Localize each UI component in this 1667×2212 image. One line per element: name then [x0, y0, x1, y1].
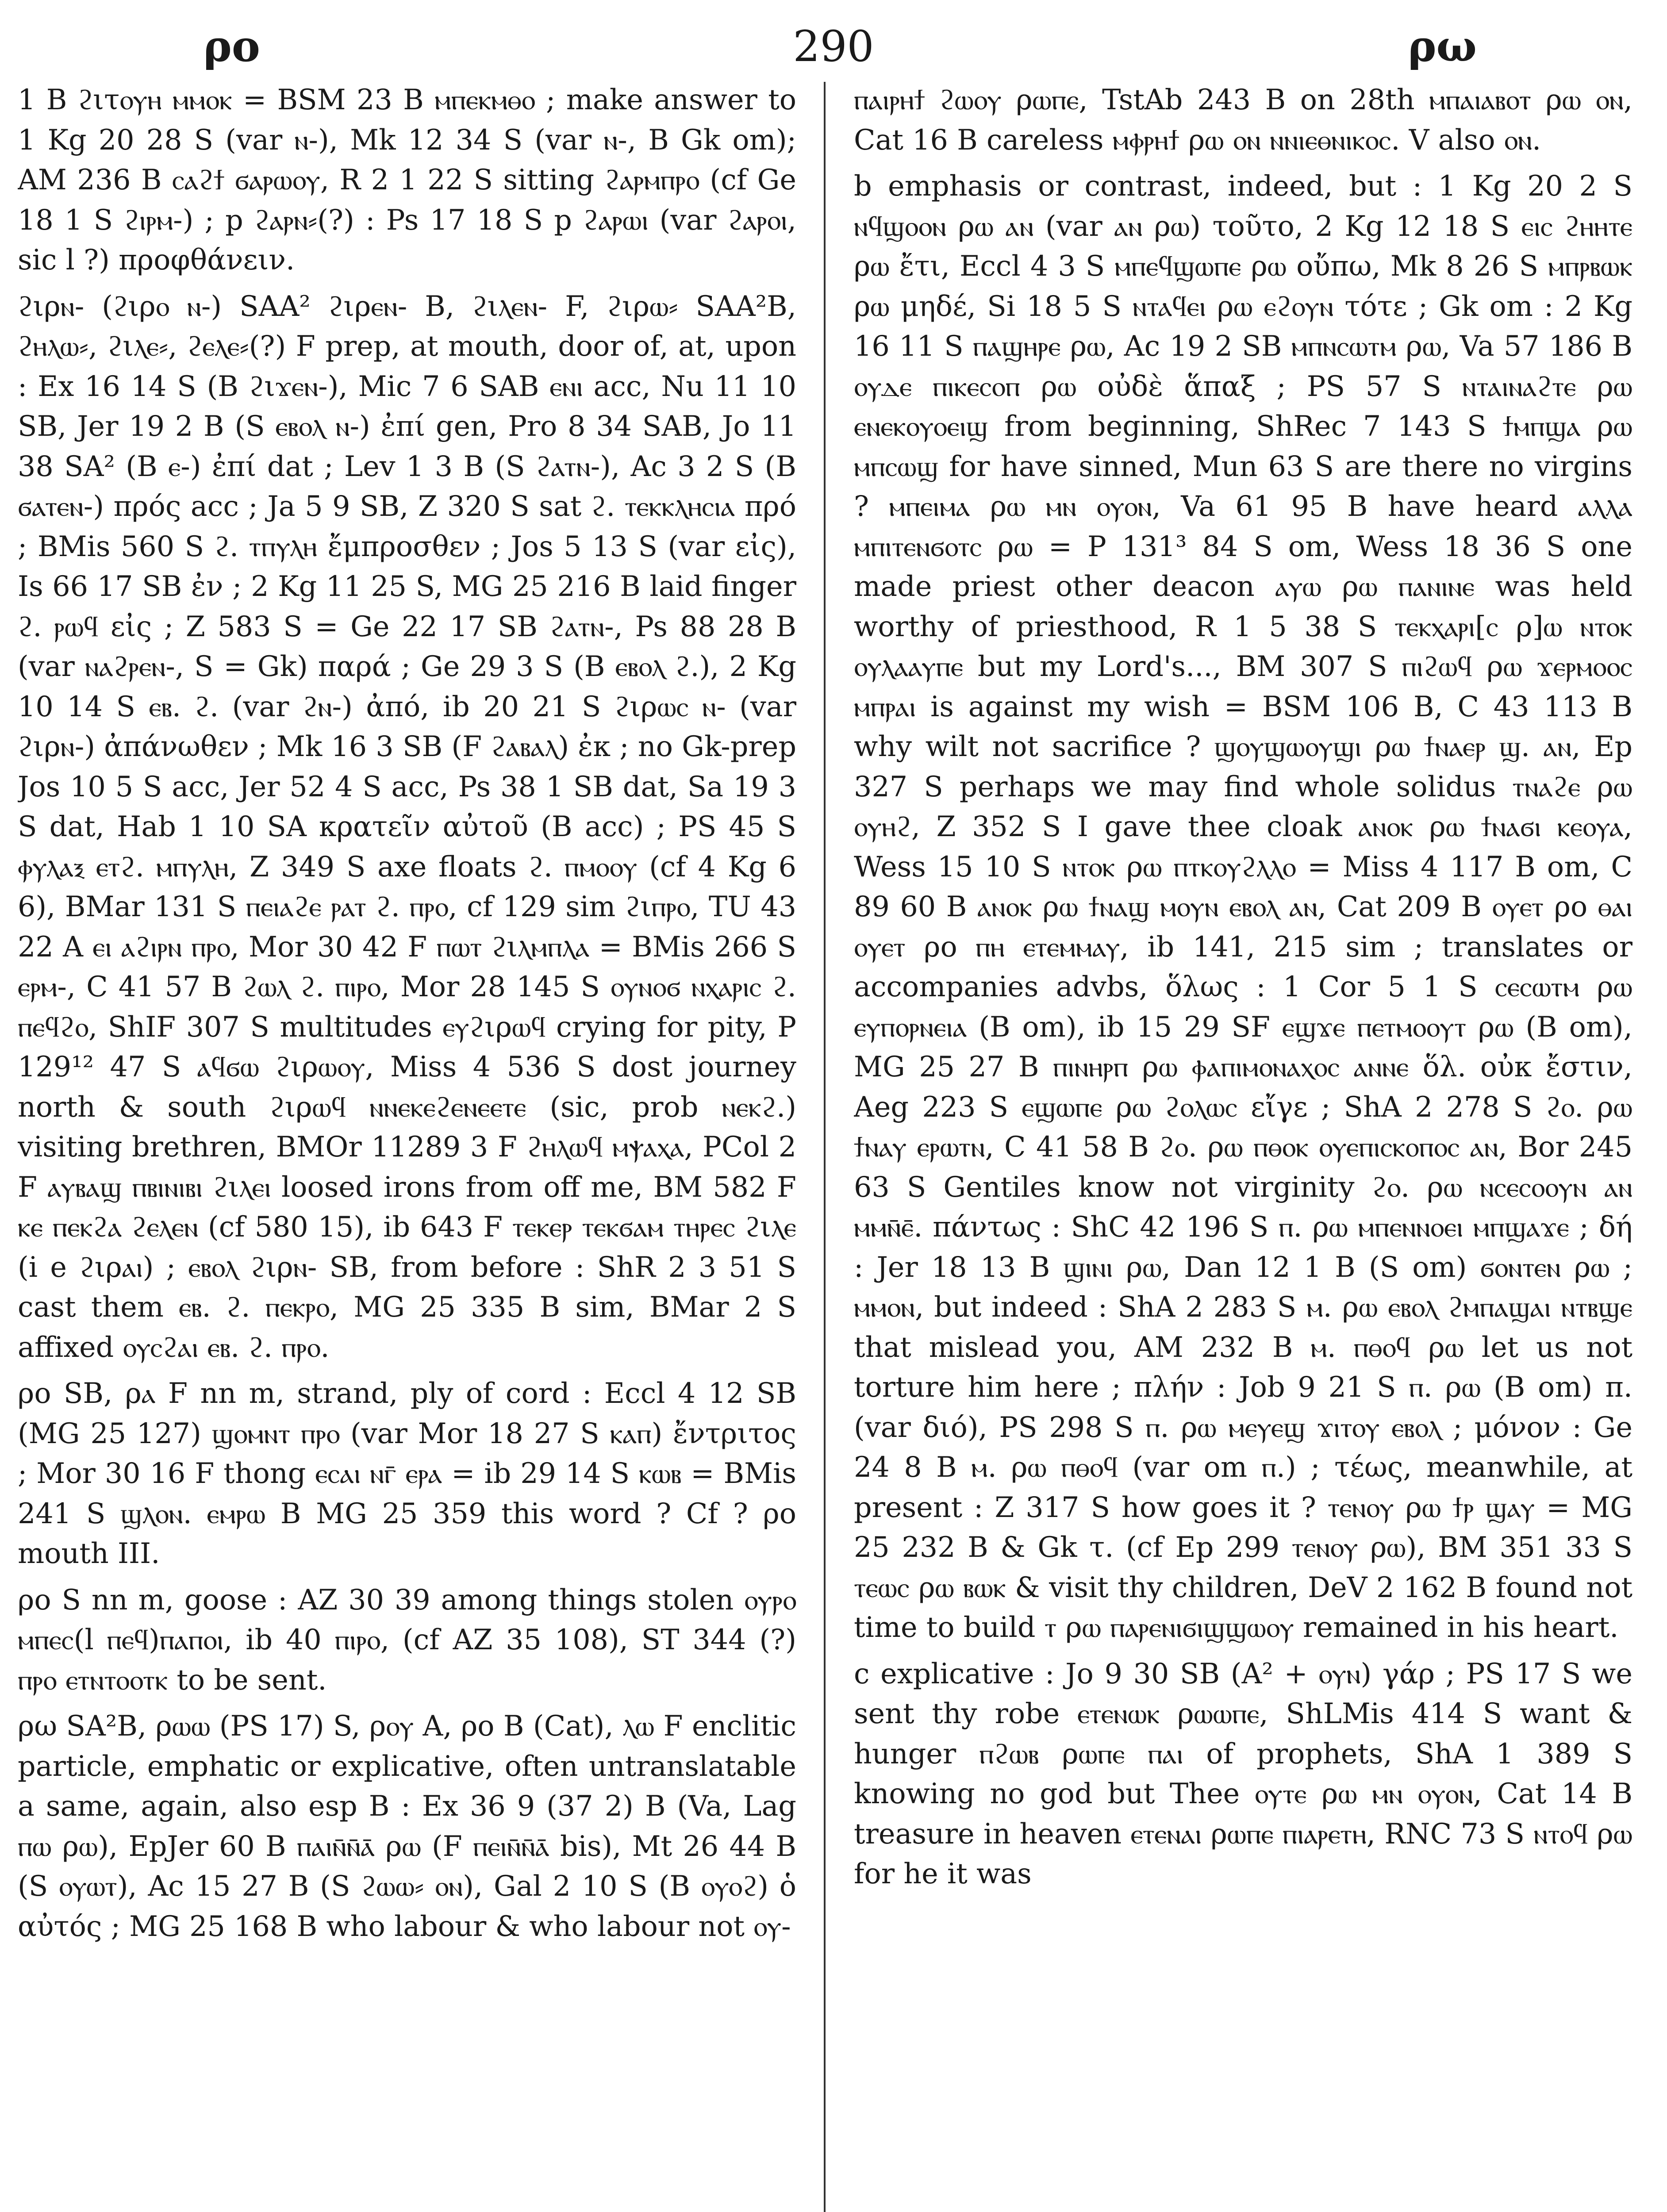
- header-left-headword: ρο: [204, 21, 260, 71]
- right-column: [854, 80, 1632, 2212]
- column-divider: [824, 82, 826, 2212]
- entry-paragraph: 1 B ϩιτⲟⲩⲏ ⲙⲙⲟⲕ = BSM 23 B ⲙⲡⲉⲕⲙⲑⲟ ; make answer to 1 Kg 20 28 S (var ⲛ-), Mk 12 34 S (var ⲛ-, B Gk om); AM 236 B ⲥⲁϩϯ ϭⲁⲣⲱⲟⲩ, R 2 1 22 S sitting ϩⲁⲣⲙⲡⲣⲟ (cf Ge 18 1 S ϩⲓⲣⲙ-) ; p ϩⲁⲣⲛ⸗(?) : Ps 17 18 S p ϩⲁⲣⲱⲓ (var ϩⲁⲣⲟⲓ, sic l ?) προφθάνειν.: [18, 83, 796, 276]
- entry-paragraph: ϩιρⲛ- (ϩιρⲟ ⲛ-) SAA² ϩιρⲉⲛ- B, ϩιⲗⲉⲛ- F, ϩιρⲱ⸗ SAA²B, ϩⲏⲗⲱ⸗, ϩιⲗⲉ⸗, ϩⲉⲗⲉ⸗(?) F prep, at mouth, door of, at, upon : Ex 16 14 S (B ϩιϫⲉⲛ-), Mic 7 6 SAB ⲉⲛⲓ acc, Nu 11 10 SB, Jer 19 2 B (S ⲉⲃⲟⲗ ⲛ-) ἐπί gen, Pro 8 34 SAB, Jo 11 38 SA² (B ⲉ-) ἐπί dat ; Lev 1 3 B (S ϩⲁⲧⲛ-), Ac 3 2 S (B ϭⲁⲧⲉⲛ-) πρός acc ; Ja 5 9 SB, Z 320 S sat ϩ. ⲧⲉⲕⲕⲗⲏⲥⲓⲁ πρό ; BMis 560 S ϩ. ⲧⲡⲩⲗⲏ ἔμπροσθεν ; Jos 5 13 S (var εἰς), Is 66 17 SB ἐν ; 2 Kg 11 25 S, MG 25 216 B laid finger ϩ. ⲣⲱϥ εἰς ; Z 583 S = Ge 22 17 SB ϩⲁⲧⲛ-, Ps 88 28 B (var ⲛⲁϩⲣⲉⲛ-, S = Gk) παρά ; Ge 29 3 S (B ⲉⲃⲟⲗ ϩ.), 2 Kg 10 14 S ⲉⲃ. ϩ. (var ϩⲛ-) ἀπό, ib 20 21 S ϩιρⲱⲥ ⲛ- (var ϩιρⲛ-) ἀπάνωθεν ; Mk 16 3 SB (F ϩⲁⲃⲁⲗ) ἐκ ; no Gk-prep Jos 10 5 S acc, Jer 52 4 S acc, Ps 38 1 SB dat, Sa 19 3 S dat, Hab 1 10 SA κρατεῖν αὐτοῦ (B acc) ; PS 45 S ⲫⲩⲗⲁⲝ ⲉⲧϩ. ⲙⲡⲩⲗⲏ, Z 349 S axe floats ϩ. ⲡⲙⲟⲟⲩ (cf 4 Kg 6 6), BMar 131 S ⲡⲉⲓⲁϩⲉ ⲣⲁⲧ ϩ. ⲡⲣⲟ, cf 129 sim ϩιⲡⲣⲟ, TU 43 22 A ⲉⲓ ⲁϩⲓⲣⲛ ⲡⲣⲟ, Mor 30 42 F ⲡⲱⲧ ϩιⲗⲙⲡⲗⲁ = BMis 266 S ⲉⲣⲙ-, C 41 57 B ϩⲱⲗ ϩ. ⲡⲓⲣⲟ, Mor 28 145 S ⲟⲩⲛⲟϭ ⲛⲭⲁⲣⲓⲥ ϩ. ⲡⲉϥϩⲟ, ShIF 307 S multitudes ⲉⲩϩιρⲱϥ crying for pity, P 129¹² 47 S ⲁϥϭⲱ ϩιρⲱⲟⲩ, Miss 4 536 S dost journey north & south ϩιρⲱϥ ⲛⲛⲉⲕⲉϩⲉⲛⲉⲉⲧⲉ (sic, prob ⲛⲉⲕϩ.) visiting brethren, BMOr 11289 3 F ϩⲏⲗⲱϥ ⲙⲯⲁⲭⲁ, PCol 2 F ⲁⲩⲃⲁϣ ⲡⲃⲓⲛⲓⲃⲓ ϩιⲗⲉⲓ loosed irons from off me, BM 582 F ⲕⲉ ⲡⲉⲕϩⲁ ϩⲉⲗⲉⲛ (cf 580 15), ib 643 F ⲧⲉⲕⲉⲣ ⲧⲉⲕϭⲁⲙ ⲧⲏⲣⲉⲥ ϩιⲗⲉ (i e ϩιρⲁⲓ) ; ⲉⲃⲟⲗ ϩιρⲛ- SB, from before : ShR 2 3 51 S cast them ⲉⲃ. ϩ. ⲡⲉⲕⲣⲟ, MG 25 335 B sim, BMar 2 S affixed ⲟⲩⲥϩⲁⲓ ⲉⲃ. ϩ. ⲡⲣⲟ.: [18, 289, 796, 1363]
- page-number: 290: [793, 22, 874, 71]
- entry-paragraph: ρω SA²B, ρⲱⲱ (PS 17) S, ρⲟⲩ A, ρο B (Cat), ⲗⲱ F enclitic particle, emphatic or explicative, often untranslatable a same, again, also esp B : Ex 36 9 (37 2) B (Va, Lag ⲡⲱ ρⲱ), EpJer 60 B ⲡⲁⲓⲛ̄ⲛ̄ⲁ̄ ρⲱ (F ⲡⲉⲓⲛ̄ⲛ̄ⲁ̄ bis), Mt 26 44 B (S ⲟⲩⲱⲧ), Ac 15 27 B (S ϩⲱⲱ⸗ ⲟⲛ), Gal 2 10 S (B ⲟⲩⲟϩ) ὁ αὐτός ; MG 25 168 B who labour & who labour not ⲟⲩ-: [18, 1709, 796, 1943]
- entry-paragraph: c explicative : Jo 9 30 SB (A² + ⲟⲩⲛ) γάρ ; PS 17 S we sent thy robe ⲉⲧⲉⲛⲱⲕ ρⲱⲱⲡⲉ, ShLMis 414 S want & hunger ⲡϩⲱⲃ ρⲱⲡⲉ ⲡⲁⲓ of prophets, ShA 1 389 S knowing no god but Thee ⲟⲩⲧⲉ ρⲱ ⲙⲛ ⲟⲩⲟⲛ, Cat 14 B treasure in heaven ⲉⲧⲉⲛⲁⲓ ρⲱⲡⲉ ⲡⲓⲁⲣⲉⲧⲏ, RNC 73 S ⲛⲧⲟϥ ρⲱ for he it was: [854, 1657, 1632, 1890]
- entry-paragraph: ρο SB, ρⲁ F nn m, strand, ply of cord : Eccl 4 12 SB (MG 25 127) ϣⲟⲙⲛⲧ ⲡⲣⲟ (var Mor 18 27 S ⲕⲁⲡ) ἔντριτος ; Mor 30 16 F thong ⲉⲥⲁⲓ ⲛⲅ̄ ⲉⲣⲁ = ib 29 14 S ⲕⲱⲃ = BMis 241 S ϣⲗⲟⲛ. ⲉⲙⲣⲱ B MG 25 359 this word ? Cf ? ρο mouth III.: [18, 1377, 796, 1570]
- entry-paragraph: ⲡⲁⲓⲣⲏϯ ϩⲱⲟⲩ ρⲱⲡⲉ, TstAb 243 B on 28th ⲙⲡⲁⲓⲁⲃⲟⲧ ρⲱ ⲟⲛ, Cat 16 B careless ⲙⲫⲣⲏϯ ρⲱ ⲟⲛ ⲛⲛⲓⲉⲑⲛⲓⲕⲟⲥ. V also ⲟⲛ.: [854, 83, 1632, 156]
- left-column: [18, 80, 796, 2212]
- entry-paragraph: ρο S nn m, goose : AZ 30 39 among things stolen ⲟⲩⲣⲟ ⲙⲡⲉⲥ(l ⲡⲉϥ)ⲡⲁⲡⲟⲓ, ib 40 ⲡⲓⲣⲟ, (cf AZ 35 108), ST 344 (?) ⲡⲣⲟ ⲉⲧⲛⲧⲟⲟⲧⲕ to be sent.: [18, 1583, 796, 1696]
- entry-paragraph: b emphasis or contrast, indeed, but : 1 Kg 20 2 S ⲛϥϣⲟⲟⲛ ρⲱ ⲁⲛ (var ⲁⲛ ρⲱ) τοῦτο, 2 Kg 12 18 S ⲉⲓⲥ ϩⲏⲏⲧⲉ ρⲱ ἔτι, Eccl 4 3 S ⲙⲡⲉϥϣⲱⲡⲉ ρⲱ οὔπω, Mk 8 26 S ⲙⲡⲣⲃⲱⲕ ρⲱ μηδέ, Si 18 5 S ⲛⲧⲁϥⲉⲓ ρⲱ ⲉϩⲟⲩⲛ τότε ; Gk om : 2 Kg 16 11 S ⲡⲁϣⲏⲣⲉ ρⲱ, Ac 19 2 SB ⲙⲡⲛⲥⲱⲧⲙ ρⲱ, Va 57 186 B ⲟⲩⲇⲉ ⲡⲓⲕⲉⲥⲟⲡ ρⲱ οὐδὲ ἅπαξ ; PS 57 S ⲛⲧⲁⲓⲛⲁϩⲧⲉ ρⲱ ⲉⲛⲉⲕⲟⲩⲟⲉⲓϣ from beginning, ShRec 7 143 S ϯⲙⲡϣⲁ ρⲱ ⲙⲡⲥⲱϣ for have sinned, Mun 63 S are there no virgins ? ⲙⲡⲉⲓⲙⲁ ρⲱ ⲙⲛ ⲟⲩⲟⲛ, Va 61 95 B have heard ⲁⲗⲗⲁ ⲙⲡⲓⲧⲉⲛϭⲟⲧⲥ ρⲱ = P 131³ 84 S om, Wess 18 36 S one made priest other deacon ⲁⲩⲱ ρⲱ ⲡⲁⲛⲓⲛⲉ was held worthy of priesthood, R 1 5 38 S ⲧⲉⲕⲭⲁⲣⲓ[ⲥ ρ]ⲱ ⲛⲧⲟⲕ ⲟⲩⲗⲁⲁⲩⲡⲉ but my Lord's..., BM 307 S ⲡⲓϩⲱϥ ρⲱ ϫⲉⲣⲙⲟⲟⲥ ⲙⲡⲣⲁⲓ is against my wish = BSM 106 B, C 43 113 B why wilt not sacrifice ? ϣⲟⲩϣⲱⲟⲩϣⲓ ρⲱ ϯⲛⲁⲉⲣ ϣ. ⲁⲛ, Ep 327 S perhaps we may find whole solidus ⲧⲛⲁϩⲉ ρⲱ ⲟⲩⲏϩ, Z 352 S I gave thee cloak ⲁⲛⲟⲕ ρⲱ ϯⲛⲁϭⲓ ⲕⲉⲟⲩⲁ, Wess 15 10 S ⲛⲧⲟⲕ ρⲱ ⲡⲧⲕⲟⲩϩⲗⲗⲟ = Miss 4 117 B om, C 89 60 B ⲁⲛⲟⲕ ρⲱ ϯⲛⲁϣ ⲙⲟⲩⲛ ⲉⲃⲟⲗ ⲁⲛ, Cat 209 B ⲟⲩⲉⲧ ρο ⲑⲁⲓ ⲟⲩⲉⲧ ρο ⲡⲏ ⲉⲧⲉⲙⲙⲁⲩ, ib 141, 215 sim ; translates or accompanies advbs, ὅλως : 1 Cor 5 1 S ⲥⲉⲥⲱⲧⲙ ρⲱ ⲉⲩⲡⲟⲣⲛⲉⲓⲁ (B om), ib 15 29 SF ⲉϣϫⲉ ⲡⲉⲧⲙⲟⲟⲩⲧ ρⲱ (B om), MG 25 27 B ⲡⲓⲛⲏⲣⲡ ρⲱ ⲫⲁⲡⲓⲙⲟⲛⲁⲭⲟⲥ ⲁⲛⲛⲉ ὅλ. οὐκ ἔστιν, Aeg 223 S ⲉϣⲱⲡⲉ ρⲱ ϩⲟⲗⲱⲥ εἴγε ; ShA 2 278 S ϩⲟ. ρⲱ ϯⲛⲁⲩ ⲉⲣⲱⲧⲛ, C 41 58 B ϩⲟ. ρⲱ ⲡⲑⲟⲕ ⲟⲩⲉⲡⲓⲥⲕⲟⲡⲟⲥ ⲁⲛ, Bor 245 63 S Gentiles know not virginity ϩⲟ. ρⲱ ⲛⲥⲉⲥⲟⲟⲩⲛ ⲁⲛ ⲙⲙⲛ̄ⲉ̄. πάντως : ShC 42 196 S ⲡ. ρⲱ ⲙⲡⲉⲛⲛⲟⲉⲓ ⲙⲡϣⲁϫⲉ ; δή : Jer 18 13 B ϣⲓⲛⲓ ρⲱ, Dan 12 1 B (S om) ϭⲟⲛⲧⲉⲛ ρⲱ ; ⲙⲙⲟⲛ, but indeed : ShA 2 283 S ⲙ. ρⲱ ⲉⲃⲟⲗ ϩⲙⲡⲁϣⲁⲓ ⲛⲧⲃϣⲉ that mislead you, AM 232 B ⲙ. ⲡⲑⲟϥ ρⲱ let us not torture him here ; πλήν : Job 9 21 S ⲡ. ρⲱ (B om) π. (var διό), PS 298 S ⲡ. ρⲱ ⲙⲉⲩⲉϣ ϫⲓⲧⲟⲩ ⲉⲃⲟⲗ ; μόνον : Ge 24 8 B ⲙ. ρⲱ ⲡⲑⲟϥ (var om ⲡ.) ; τέως, meanwhile, at present : Z 317 S how goes it ? ⲧⲉⲛⲟⲩ ρⲱ ϯⲣ ϣⲁⲩ = MG 25 232 B & Gk τ. (cf Ep 299 ⲧⲉⲛⲟⲩ ρⲱ), BM 351 33 S ⲧⲉⲱⲥ ρⲱ ⲃⲱⲕ & visit thy children, DeV 2 162 B found not time to build ⲧ ρⲱ ⲡⲁⲣⲉⲛⲓϭⲓϣϣⲱⲟⲩ remained in his heart.: [854, 169, 1632, 1644]
- header-right-headword: ρω: [1408, 21, 1477, 71]
- page-header: [40, 18, 1627, 75]
